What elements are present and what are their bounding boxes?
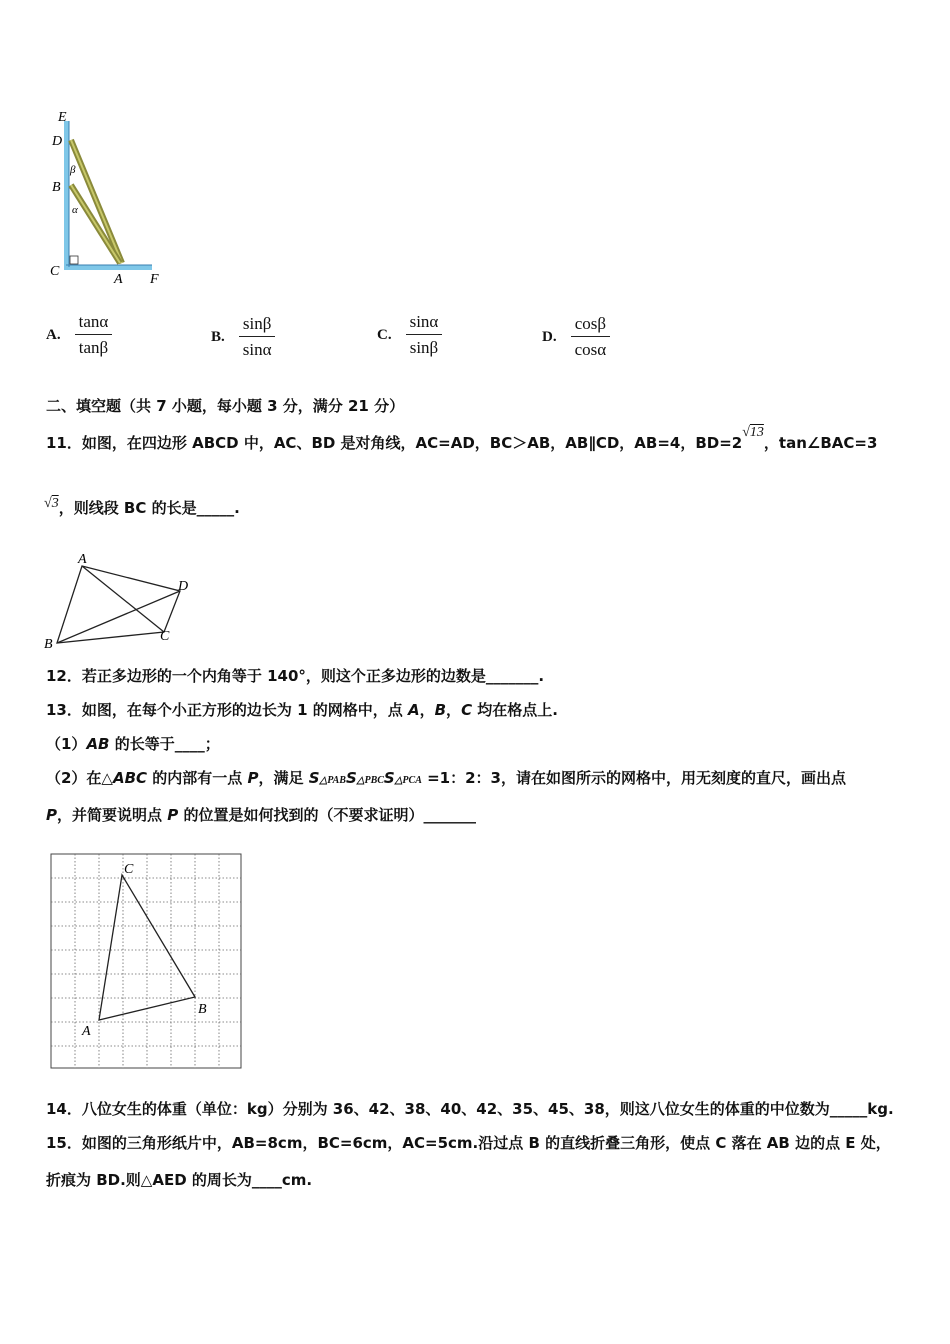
choice-label: B. [211, 328, 225, 345]
q15-line1: 15．如图的三角形纸片中，AB=8cm，BC=6cm，AC=5cm.沿过点 B 的直线折叠三角形，使点 C 落在 AB 边的点 E 处， [46, 1134, 891, 1152]
label-B: B [44, 637, 53, 652]
part-label: （1） [46, 735, 87, 753]
sqrt3: √3 [44, 496, 59, 511]
area-s: S [308, 769, 320, 787]
point-c: C [461, 701, 473, 719]
line3-tail: 的位置是如何找到的（不要求证明）_______ [178, 806, 476, 824]
sep: ， [446, 701, 462, 719]
grid-figure [50, 853, 244, 1071]
choice-label: A. [46, 326, 61, 343]
area-s: S [383, 769, 395, 787]
sqrt3-radicand: 3 [51, 496, 59, 511]
q13-part2 [46, 767, 846, 788]
q13-text-tail: 均在格点上. [472, 701, 558, 719]
area-sub: △PBC [356, 775, 384, 786]
q11-tail: ，tan∠BAC=3 [763, 434, 878, 452]
choice-label: C. [377, 326, 392, 343]
label-F: F [150, 272, 159, 287]
choice-fraction [406, 312, 443, 358]
choice-fraction [75, 312, 113, 358]
q11-line2 [44, 497, 240, 518]
denominator: sinα [242, 340, 272, 359]
choice-b[interactable] [211, 314, 276, 360]
label-A: A [78, 552, 87, 567]
numerator: cosβ [571, 314, 610, 337]
part-label: （2）在△ [46, 769, 113, 787]
right-angle-mark [70, 256, 78, 264]
point-p: P [247, 769, 259, 787]
sqrt13-radicand: 13 [749, 425, 764, 440]
sep: ， [419, 701, 435, 719]
q11-text: 11．如图，在四边形 ABCD 中，AC、BD 是对角线，AC=AD，BC＞AB，AB∥CD，AB=4，BD=2 [46, 434, 743, 452]
label-C: C [124, 862, 134, 877]
numerator: sinβ [239, 314, 276, 337]
angle-beta: β [70, 164, 76, 176]
point-p: P [167, 806, 179, 824]
numerator: sinα [406, 312, 443, 335]
choice-d[interactable] [542, 314, 610, 360]
q13-line3 [46, 804, 476, 825]
choice-c[interactable] [377, 312, 442, 358]
denominator: cosα [574, 340, 607, 359]
q11-text2: ，则线段 BC 的长是_____. [58, 499, 240, 517]
quadrilateral-figure [42, 550, 197, 652]
q12: 12．若正多边形的一个内角等于 140°，则这个正多边形的边数是_______. [46, 667, 545, 685]
sqrt13: √13 [742, 425, 764, 440]
area-s: S [345, 769, 357, 787]
q14: 14．八位女生的体重（单位：kg）分别为 36、42、38、40、42、35、45、38，则这八位女生的体重的中位数为_____kg. [46, 1100, 894, 1118]
q11-line1 [46, 425, 878, 453]
choice-fraction [571, 314, 611, 360]
label-C: C [50, 264, 60, 279]
part2-text: ，满足 [258, 769, 309, 787]
label-B: B [198, 1002, 207, 1017]
part2-tail: =1：2：3，请在如图所示的网格中，用无刻度的直尺，画出点 [421, 769, 846, 787]
line3-text: ，并简要说明点 [57, 806, 168, 824]
choice-label: D. [542, 328, 557, 345]
grid-lines [51, 854, 241, 1068]
segment-ab: AB [86, 735, 110, 753]
ladder-figure [44, 105, 174, 290]
area-sub: △PAB [319, 775, 346, 786]
denominator: sinβ [409, 338, 439, 357]
section-heading: 二、填空题（共 7 小题，每小题 3 分，满分 21 分） [46, 397, 405, 415]
label-E: E [58, 110, 67, 125]
angle-alpha: α [72, 204, 78, 216]
point-b: B [434, 701, 447, 719]
q15-line2: 折痕为 BD.则△AED 的周长为____cm. [46, 1171, 313, 1189]
q13-part1 [46, 733, 220, 754]
numerator: tanα [75, 312, 113, 335]
label-A: A [114, 272, 123, 287]
q13-text: 13．如图，在每个小正方形的边长为 1 的网格中，点 [46, 701, 408, 719]
ground [64, 265, 152, 270]
label-A: A [82, 1024, 91, 1039]
area-sub: △PCA [394, 775, 422, 786]
triangle-abc: ABC [112, 769, 148, 787]
part1-text: 的长等于____； [109, 735, 220, 753]
label-C: C [160, 629, 170, 644]
grid-border [51, 854, 241, 1068]
choice-a[interactable] [46, 312, 112, 358]
label-D: D [178, 579, 189, 594]
wall [64, 121, 69, 267]
label-D: D [52, 134, 63, 149]
q13-line1 [46, 699, 558, 720]
point-p: P [46, 806, 57, 824]
denominator: tanβ [78, 338, 109, 357]
point-a: A [407, 701, 420, 719]
label-B: B [52, 180, 61, 195]
part2-text: 的内部有一点 [147, 769, 248, 787]
choice-fraction [239, 314, 276, 360]
